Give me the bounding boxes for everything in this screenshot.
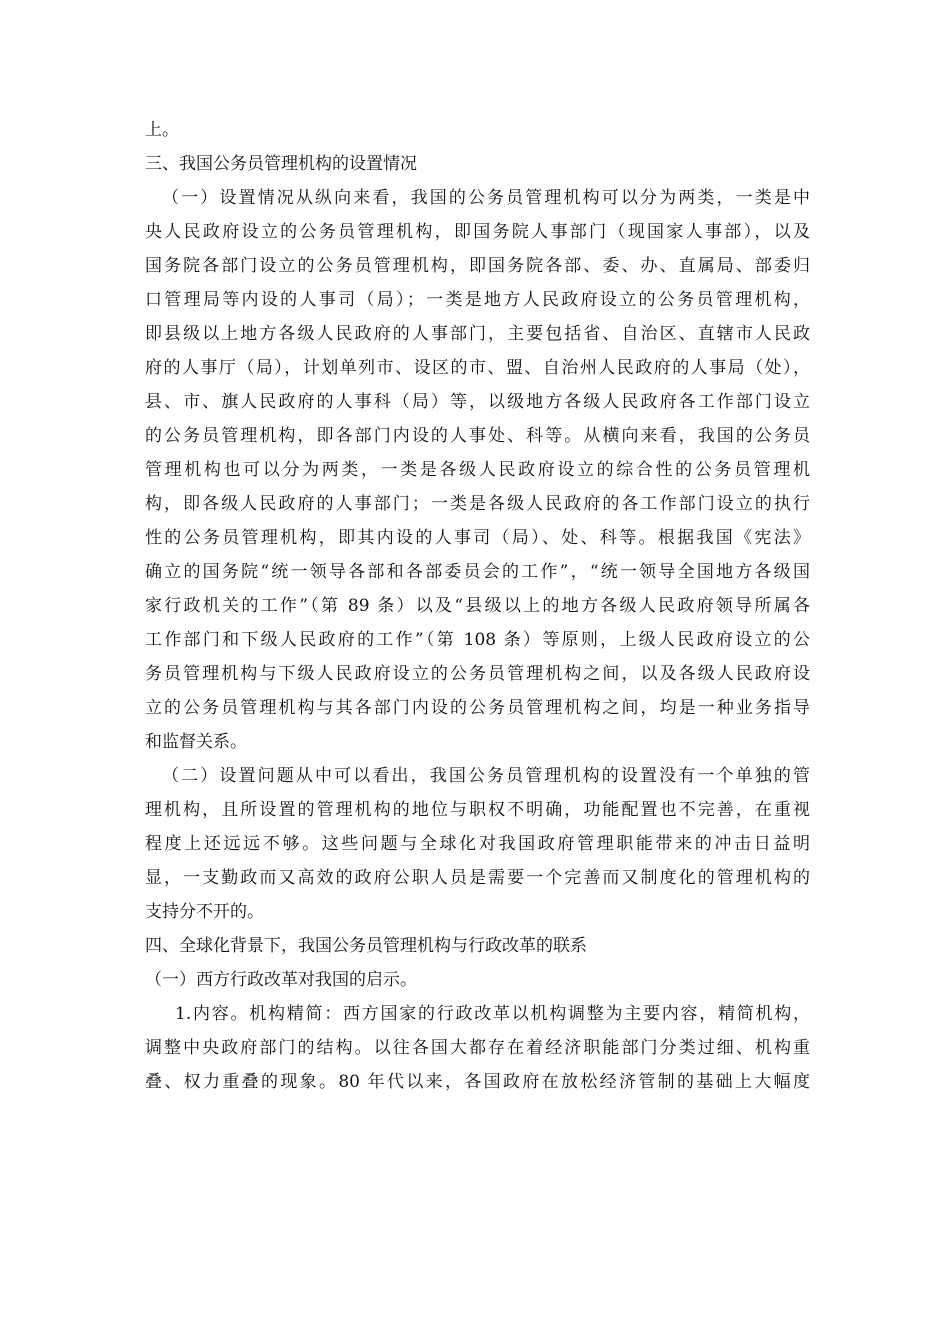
subsection-heading: （一）西方行政改革对我国的启示。 bbox=[145, 970, 417, 990]
text-line: （二）设置问题从中可以看出，我国公务员管理机构的设置没有一个单独的管 bbox=[162, 766, 810, 786]
text-line: 口管理局等内设的人事司（局）；一类是地方人民政府设立的公务员管理机构， bbox=[145, 290, 810, 310]
text-line: 府的人事厅（局），计划单列市、设区的市、盟、自治州人民政府的人事局（处）， bbox=[145, 358, 810, 378]
text-line: 国务院各部门设立的公务员管理机构，即国务院各部、委、办、直属局、部委归 bbox=[145, 256, 810, 276]
text-line: 管理机构也可以分为两类，一类是各级人民政府设立的综合性的公务员管理机 bbox=[145, 460, 810, 480]
section-heading: 四、全球化背景下，我国公务员管理机构与行政改革的联系 bbox=[145, 936, 587, 956]
document-body bbox=[145, 113, 810, 1099]
text-line: 央人民政府设立的公务员管理机构，即国务院人事部门（现国家人事部），以及 bbox=[145, 222, 810, 242]
text-line: 即县级以上地方各级人民政府的人事部门，主要包括省、自治区、直辖市人民政 bbox=[145, 324, 810, 344]
text-line: 和监督关系。 bbox=[145, 732, 247, 752]
text-line: 务员管理机构与下级人民政府设立的公务员管理机构之间，以及各级人民政府设 bbox=[145, 664, 810, 684]
text-line: 性的公务员管理机构，即其内设的人事司（局）、处、科等。根据我国《宪法》 bbox=[145, 528, 810, 548]
text-line: 的公务员管理机构，即各部门内设的人事处、科等。从横向来看，我国的公务员 bbox=[145, 426, 810, 446]
text-line: 1.内容。机构精简：西方国家的行政改革以机构调整为主要内容，精简机构， bbox=[175, 1004, 810, 1024]
text-line: 调整中央政府部门的结构。以往各国大都存在着经济职能部门分类过细、机构重 bbox=[145, 1038, 810, 1058]
section-heading: 三、我国公务员管理机构的设置情况 bbox=[145, 154, 417, 174]
text-line: 叠、权力重叠的现象。80 年代以来，各国政府在放松经济管制的基础上大幅度 bbox=[145, 1072, 810, 1092]
text-line: 支持分不开的。 bbox=[145, 902, 264, 922]
text-line: 县、市、旗人民政府的人事科（局）等，以级地方各级人民政府各工作部门设立 bbox=[145, 392, 810, 412]
text-line: 家行政机关的工作”（第 89 条）以及“县级以上的地方各级人民政府领导所属各 bbox=[145, 596, 810, 616]
text-line: （一）设置情况从纵向来看，我国的公务员管理机构可以分为两类，一类是中 bbox=[162, 188, 810, 208]
text-line: 工作部门和下级人民政府的工作”（第 108 条）等原则，上级人民政府设立的公 bbox=[145, 630, 810, 650]
text-line: 立的公务员管理机构与其各部门内设的公务员管理机构之间，均是一种业务指导 bbox=[145, 698, 810, 718]
text-line: 构，即各级人民政府的人事部门；一类是各级人民政府的各工作部门设立的执行 bbox=[145, 494, 810, 514]
text-line: 显，一支勤政而又高效的政府公职人员是需要一个完善而又制度化的管理机构的 bbox=[145, 868, 810, 888]
text-line: 确立的国务院“统一领导各部和各部委员会的工作”，“统一领导全国地方各级国 bbox=[145, 562, 810, 582]
text-line: 上。 bbox=[145, 120, 179, 140]
text-line: 理机构，且所设置的管理机构的地位与职权不明确，功能配置也不完善，在重视 bbox=[145, 800, 810, 820]
text-line: 程度上还远远不够。这些问题与全球化对我国政府管理职能带来的冲击日益明 bbox=[145, 834, 810, 854]
